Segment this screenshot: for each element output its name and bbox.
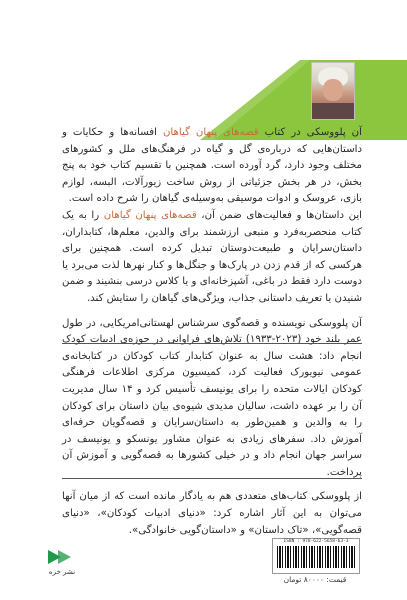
paragraph-intro-start: آن پلووسکی در کتاب	[258, 127, 362, 138]
author-face	[323, 79, 343, 101]
isbn-number: ISBN : 978-622-5658-63-3	[283, 539, 349, 544]
book-title-highlight: قصه‌های پنهان گیاهان	[162, 127, 259, 138]
publisher-name: نشر خزه	[48, 568, 76, 576]
paragraph-author-works: از پلووسکی کتاب‌های متعددی هم به یادگار مانده است که از میان آنها می‌توان به این آثار اشاره کرد: «دنیای ادبیات کودکان»، «دنیای قصه‌گویی»، «تاک داستان» و «داستان‌گویی خانوادگی».	[62, 491, 362, 536]
paragraph-intro	[62, 125, 362, 208]
author-photo	[311, 62, 355, 120]
divider-rule-1	[62, 343, 362, 344]
paragraph-value	[62, 208, 362, 308]
paragraph-value-rest: را به یک کتاب منحصربه‌فرد و منبعی ارزشمند برای والدین، معلم‌ها، کتابداران، داستان‌سرایان و طبیعت‌دوستان تبدیل کرده است. همچنین برای هرکسی که از قدم زدن در پارک‌ها و جنگل‌ها و کنار نهرها لذت می‌برد یا دوست دارد فقط در باغی، آشپزخانه‌ای و یا کلاس درسی بنشیند و ضمن شنیدن یا تعریف داستانی جذاب، ویژگی‌های گیاهان را ستایش کند.	[62, 209, 362, 304]
paragraph-intro-rest: افسانه‌ها و حکایات و داستان‌هایی که درباره‌ی گل و گیاه در فرهنگ‌های ملل و کشورهای مختلف وجود دارد، گرد آورده است. همچنین با تقسیم کتاب خود به پنج بخش، در هر بخش جزئیاتی از روش ساخت زیورآلات، البسه، لوازم بازی، عروسک و ادوات موسیقی به‌وسیله‌ی گیاهان را شرح داده است.	[62, 127, 362, 205]
author-shirt	[312, 103, 354, 119]
publisher-logo-icon	[46, 546, 76, 568]
paragraph-value-start: این داستان‌ها و فعالیت‌های ضمن آن،	[196, 209, 362, 221]
book-title-highlight-2: قصه‌های پنهان گیاهان	[103, 209, 197, 221]
divider-rule-2	[62, 478, 362, 479]
isbn-barcode	[272, 538, 360, 574]
price-label: قیمت: ۸۰۰۰۰ تومان	[283, 575, 347, 584]
paragraph-author-bio: آن پلووسکی نویسنده و قصه‌گوی سرشناس لهستانی‌امریکایی، در طول عمر بلند خود (۲۰۲۳-۱۹۳۳) تلاش‌های فراوانی در حوزه‌ی ادبیات کودک انجام داد: هشت سال به عنوان کتابدار کتاب کودکان در کتابخانه‌ی عمومی نیویورک فعالیت کرد، کمیسیون مرکزی اطلاعات فرهنگی کودکان ایالات متحده را برای یونیسف تأسیس کرد و ۱۴ سال مدیریت آن را بر عهده داشت، سالیان مدیدی شیوه‌ی بیان داستان برای کودکان را به والدین و همین‌طور به داستان‌سرایان و قصه‌گویان حرفه‌ای آموزش داد. سفرهای زیادی به عنوان مشاور یونسکو و یونیسف در سراسر جهان انجام داد و در خیلی کشورها به قصه‌گویی و آموزش آن پرداخت.	[62, 317, 362, 478]
barcode-bars	[277, 546, 355, 568]
